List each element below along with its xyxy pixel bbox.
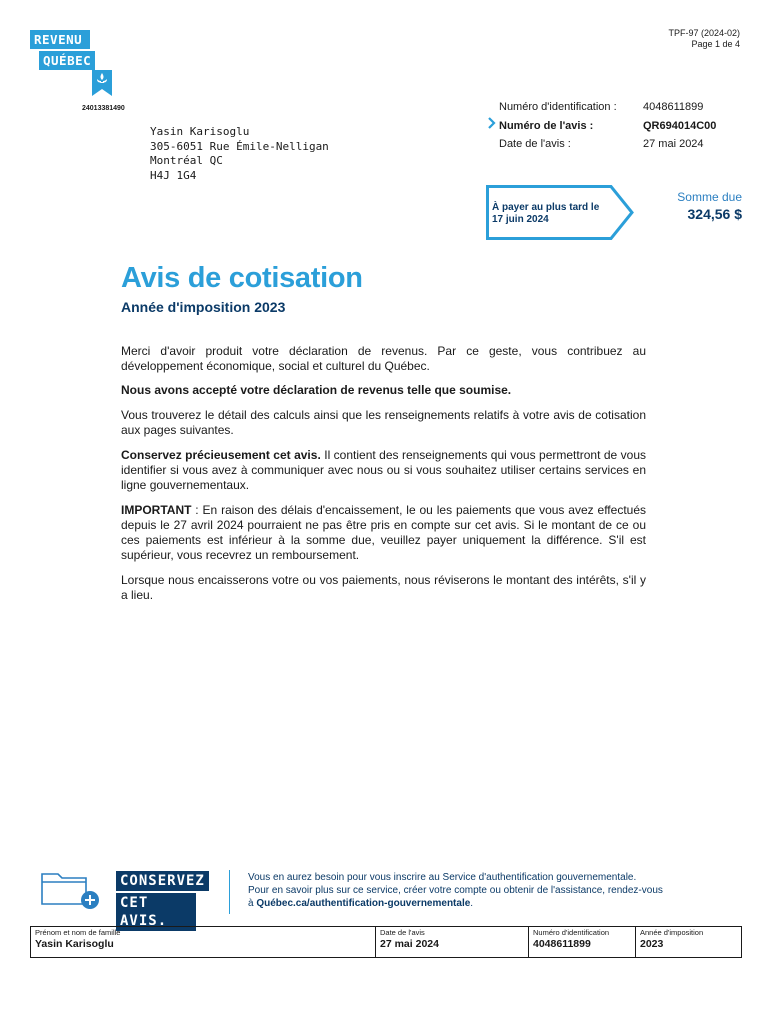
cell-year bbox=[636, 927, 739, 957]
paragraph-thanks: Merci d'avoir produit votre déclaration de revenus. Par ce geste, vous contribuez au développement économique, social et culturel du Québec. bbox=[121, 344, 646, 373]
note-suffix: . bbox=[470, 898, 474, 909]
page-number: Page 1 de 4 bbox=[691, 39, 740, 49]
paragraph-interest: Lorsque nous encaisserons votre ou vos paiements, nous réviserons le montant des intérêts, s'il y a lieu. bbox=[121, 573, 646, 602]
strip-id-value: 4048611899 bbox=[533, 938, 591, 950]
notice-value: QR694014C00 bbox=[643, 119, 717, 132]
notice-body bbox=[121, 344, 646, 612]
footer-divider bbox=[229, 870, 230, 914]
keep-bold: Conservez précieusement cet avis. bbox=[121, 448, 321, 462]
date-value: 27 mai 2024 bbox=[643, 138, 704, 150]
notice-label: Numéro de l'avis : bbox=[499, 119, 594, 132]
id-value: 4048611899 bbox=[643, 101, 704, 113]
cell-name bbox=[31, 927, 376, 957]
strip-year-label: Année d'imposition bbox=[640, 928, 704, 937]
note-line-1: Vous en aurez besoin pour vous inscrire au Service d'authentification gouvernementale. bbox=[248, 872, 637, 883]
accepted-statement: Nous avons accepté votre déclaration de revenus telle que soumise. bbox=[121, 383, 512, 397]
revenu-quebec-logo bbox=[30, 30, 95, 70]
folder-plus-icon bbox=[40, 868, 100, 914]
document-subtitle: Année d'imposition 2023 bbox=[121, 299, 286, 315]
logo-line-2: QUÉBEC bbox=[39, 51, 95, 70]
paragraph-important bbox=[121, 503, 646, 563]
fleur-de-lis-icon bbox=[92, 70, 112, 96]
badge-line-2: CET AVIS. bbox=[116, 893, 196, 931]
paragraph-details: Vous trouverez le détail des calculs ainsi que les renseignements relatifs à votre avis de cotisation aux pages suivantes. bbox=[121, 408, 646, 437]
important-text: : En raison des délais d'encaissement, le ou les paiements que vous avez effectués depuis le 27 avril 2024 pourraient ne pas être pris en compte sur cet avis. Si le montant de ce ou ces paiements est inférieur à la somme due, veuillez payer uniquement la différence. S'il est supérieur, vous recevrez un remboursement. bbox=[121, 503, 646, 562]
keep-notice-badge bbox=[116, 871, 209, 931]
batch-number: 24013381490 bbox=[82, 105, 125, 112]
important-bold: IMPORTANT bbox=[121, 503, 192, 517]
amount-due-value: 324,56 $ bbox=[687, 206, 742, 222]
name-label: Prénom et nom de famille bbox=[35, 928, 121, 937]
document-title: Avis de cotisation bbox=[121, 262, 363, 294]
authentication-link[interactable]: Québec.ca/authentification-gouvernementale bbox=[256, 898, 471, 909]
badge-line-1: CONSERVEZ bbox=[116, 871, 209, 891]
paragraph-accepted bbox=[121, 383, 646, 398]
info-row-notice bbox=[499, 117, 716, 136]
deadline-line-1: À payer au plus tard le bbox=[492, 202, 600, 213]
deadline-line-2: 17 juin 2024 bbox=[492, 214, 549, 225]
form-code-block bbox=[668, 28, 740, 50]
name-value: Yasin Karisoglu bbox=[35, 938, 114, 950]
payment-deadline bbox=[492, 202, 599, 226]
id-label: Numéro d'identification : bbox=[499, 101, 617, 113]
amount-due-label: Somme due bbox=[677, 190, 742, 204]
notice-info bbox=[499, 98, 716, 154]
strip-date-label: Date de l'avis bbox=[380, 928, 425, 937]
note-line-2: Pour en savoir plus sur ce service, créer votre compte ou obtenir de l'assistance, rendez-vous bbox=[248, 885, 663, 896]
logo-line-1: REVENU bbox=[30, 30, 90, 49]
recipient-name: Yasin Karisoglu bbox=[150, 125, 250, 138]
info-row-date bbox=[499, 135, 716, 154]
cell-date bbox=[376, 927, 529, 957]
note-line-3 bbox=[248, 897, 663, 910]
paragraph-keep bbox=[121, 448, 646, 493]
strip-date-value: 27 mai 2024 bbox=[380, 938, 439, 950]
info-row-id bbox=[499, 98, 716, 117]
cell-id bbox=[529, 927, 636, 957]
chevron-right-icon bbox=[488, 117, 496, 129]
keep-text: Il contient des renseignements qui vous permettront de vous identifier si vous avez à communiquer avec nous ou si vous souhaitez utiliser certains services en ligne gouvernementaux. bbox=[121, 448, 646, 492]
recipient-city: Montréal QC bbox=[150, 154, 223, 167]
identification-strip bbox=[30, 926, 742, 958]
strip-id-label: Numéro d'identification bbox=[533, 928, 610, 937]
authentication-note bbox=[248, 871, 663, 910]
date-label: Date de l'avis : bbox=[499, 138, 571, 150]
strip-year-value: 2023 bbox=[640, 938, 664, 950]
recipient-street: 305-6051 Rue Émile-Nelligan bbox=[150, 139, 329, 153]
form-code: TPF-97 (2024-02) bbox=[668, 28, 740, 38]
recipient-postal: H4J 1G4 bbox=[150, 168, 197, 182]
note-prefix: à bbox=[248, 898, 257, 909]
recipient-address bbox=[150, 125, 329, 183]
